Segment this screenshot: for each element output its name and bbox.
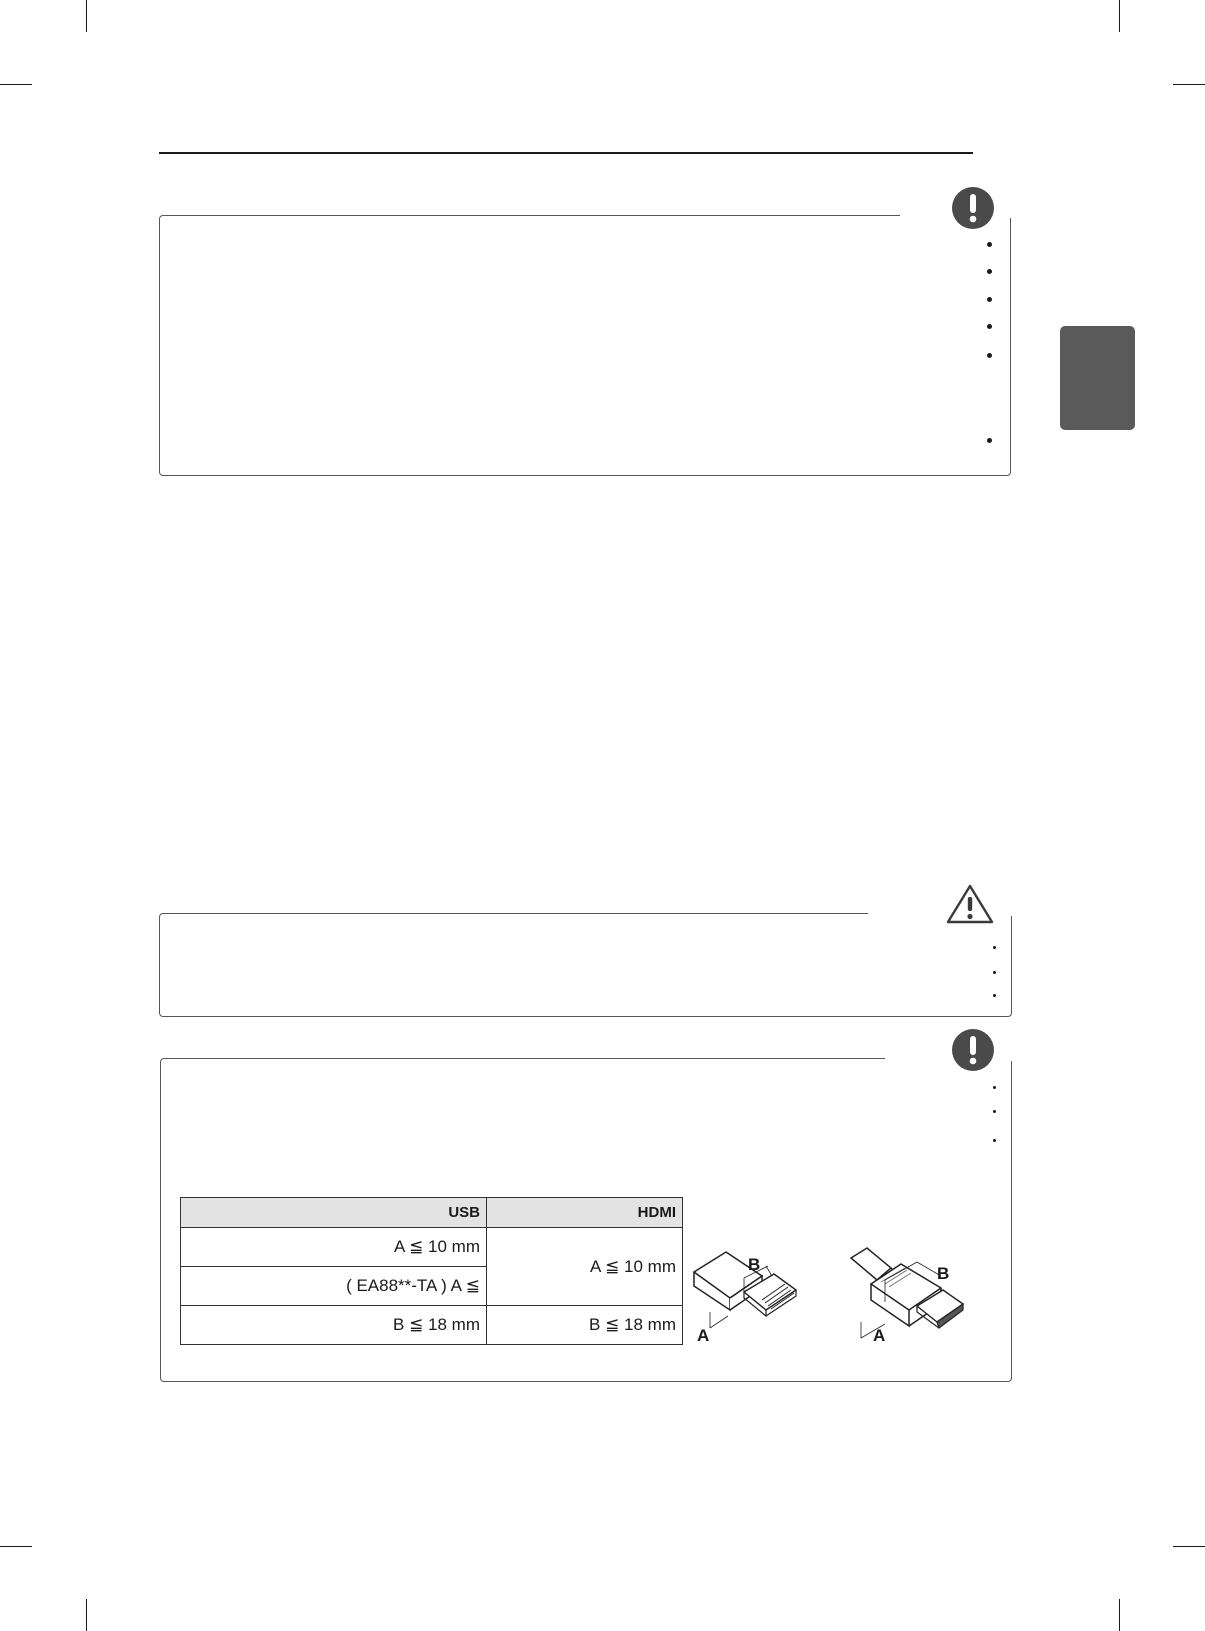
- bullet: [993, 946, 996, 949]
- bullet: [987, 438, 992, 443]
- bullet: [993, 1110, 996, 1113]
- hdmi-connector-diagram: [845, 1240, 985, 1350]
- bullet: [987, 324, 992, 329]
- header-rule: [159, 152, 973, 154]
- usb-column-header: USB: [181, 1198, 487, 1228]
- bullet: [987, 269, 992, 274]
- warning-triangle-icon: [945, 883, 995, 925]
- crop-mark: [1119, 0, 1120, 32]
- crop-mark: [86, 1599, 87, 1631]
- bullet: [987, 353, 992, 358]
- hdmi-column-header: HDMI: [487, 1198, 683, 1228]
- crop-mark: [0, 84, 32, 85]
- caution-box: [159, 913, 1012, 1017]
- bullet: [993, 971, 996, 974]
- hdmi-dimension-a-label: A: [873, 1326, 886, 1345]
- table-header-row: [181, 1198, 683, 1228]
- bullet: [987, 297, 992, 302]
- exclamation-circle-icon: [951, 186, 995, 230]
- table-row: [181, 1228, 683, 1267]
- usb-dimension-a-label: A: [697, 1326, 710, 1345]
- hdmi-cell: A ≦ 10 mm: [487, 1228, 683, 1306]
- chapter-tab: [1060, 326, 1135, 430]
- usb-dimension-b-label: B: [748, 1255, 761, 1274]
- connector-size-table: [180, 1197, 683, 1345]
- crop-mark: [1173, 84, 1205, 85]
- usb-cell: A ≦ 10 mm: [181, 1228, 487, 1267]
- bullet: [993, 1139, 996, 1142]
- crop-mark: [0, 1546, 32, 1547]
- bullet: [987, 242, 992, 247]
- usb-cell: ( EA88**-TA ) A ≦: [181, 1267, 487, 1306]
- table-row: [181, 1306, 683, 1345]
- bullet: [993, 994, 996, 997]
- crop-mark: [1119, 1599, 1120, 1631]
- crop-mark: [86, 0, 87, 32]
- exclamation-circle-icon: [951, 1028, 995, 1072]
- note-box-1: [159, 215, 1011, 476]
- bullet: [993, 1086, 996, 1089]
- crop-mark: [1173, 1546, 1205, 1547]
- usb-cell: B ≦ 18 mm: [181, 1306, 487, 1345]
- hdmi-dimension-b-label: B: [937, 1264, 950, 1283]
- hdmi-cell: B ≦ 18 mm: [487, 1306, 683, 1345]
